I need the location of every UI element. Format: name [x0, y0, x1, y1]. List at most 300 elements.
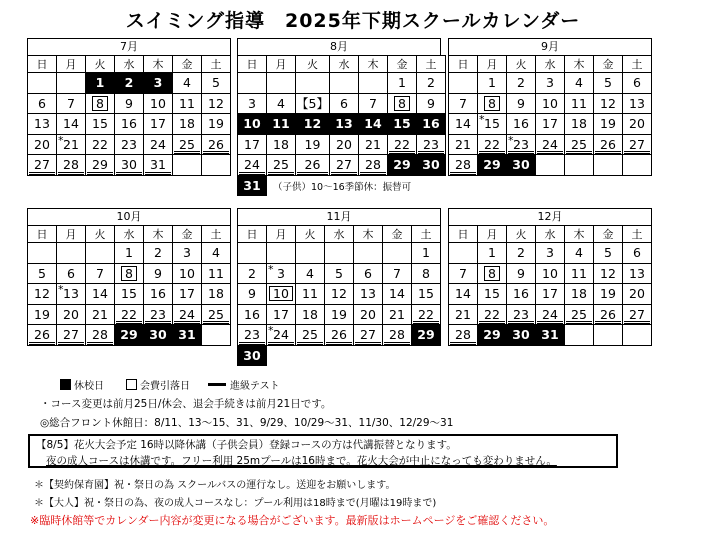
day-cell — [267, 243, 296, 264]
weekday-header: 火 — [86, 226, 115, 243]
day-cell — [387, 93, 416, 114]
day-cell: 25 — [267, 155, 296, 176]
day-cell: 21 — [86, 304, 115, 325]
day-cell — [202, 325, 231, 346]
day-cell: 7 — [449, 93, 478, 114]
day-cell: 20 — [28, 134, 57, 155]
day-cell: 20 — [329, 134, 358, 155]
month-title: 11月 — [237, 208, 441, 225]
day-cell: 22 — [86, 134, 115, 155]
day-cell: 5 — [594, 73, 623, 94]
day-cell: 20 — [57, 304, 86, 325]
month-title: 9月 — [448, 38, 652, 55]
day-cell: 19 — [325, 304, 354, 325]
day-cell: 23 — [507, 304, 536, 325]
day-cell: 15 — [86, 114, 115, 135]
day-cell: 4 — [296, 263, 325, 284]
month-calendar — [237, 38, 446, 196]
month-calendar — [27, 208, 231, 346]
weekday-header: 火 — [296, 56, 330, 73]
day-cell — [565, 155, 594, 176]
day-cell: 18 — [202, 284, 231, 305]
day-cell: 25 — [202, 304, 231, 325]
legend-closed-label: 休校日 — [74, 381, 104, 392]
weekday-header: 水 — [536, 56, 565, 73]
weekday-header: 火 — [507, 56, 536, 73]
day-cell: 9 — [416, 93, 445, 114]
day-cell: 30 — [115, 155, 144, 176]
page-title: スイミング指導 2025年下期スクールカレンダー — [125, 10, 581, 32]
day-cell: 16 — [507, 114, 536, 135]
day-cell: 14 — [449, 114, 478, 135]
weekday-header: 土 — [623, 56, 652, 73]
legend — [60, 377, 280, 392]
day-cell — [296, 243, 325, 264]
day-cell: 26 — [594, 134, 623, 155]
day-cell: 7 — [449, 263, 478, 284]
day-cell: 10 — [536, 263, 565, 284]
weekday-header: 月 — [57, 56, 86, 73]
day-cell: 9 — [144, 263, 173, 284]
month-grid — [27, 225, 231, 346]
day-cell: 28 — [449, 155, 478, 176]
day-cell — [478, 263, 507, 284]
month-title: 10月 — [27, 208, 231, 225]
day-cell: 23 — [115, 134, 144, 155]
day-cell — [238, 73, 267, 94]
weekday-header: 金 — [594, 56, 623, 73]
day-cell: 1 — [478, 73, 507, 94]
day-cell: 20 — [354, 304, 383, 325]
weekday-header: 火 — [86, 56, 115, 73]
weekday-header: 月 — [267, 56, 296, 73]
day-cell: 5 — [594, 243, 623, 264]
day-cell: * 15 — [478, 114, 507, 135]
day-cell — [173, 155, 202, 176]
day-cell: 11 — [173, 93, 202, 114]
day-cell — [565, 325, 594, 346]
day-cell: 29 — [478, 155, 507, 176]
day-cell: 19 — [202, 114, 231, 135]
day-cell: 27 — [28, 155, 57, 176]
weekday-header: 水 — [115, 226, 144, 243]
day-cell: 8 — [412, 263, 441, 284]
month-grid — [237, 55, 446, 196]
day-cell: 27 — [623, 304, 652, 325]
weekday-header: 金 — [173, 226, 202, 243]
day-cell: 28 — [57, 155, 86, 176]
day-cell: 27 — [354, 325, 383, 346]
day-cell: 12 — [325, 284, 354, 305]
day-cell: 29 — [387, 155, 416, 176]
day-cell: 26 — [325, 325, 354, 346]
fee-date-box: 8 — [394, 96, 410, 111]
day-cell: 19 — [296, 134, 330, 155]
day-cell: 3 — [238, 93, 267, 114]
holiday-asterisk-icon: * — [268, 324, 274, 337]
day-cell: 17 — [536, 114, 565, 135]
day-cell: 19 — [594, 284, 623, 305]
weekday-header: 土 — [412, 226, 441, 243]
day-cell: 29 — [115, 325, 144, 346]
day-cell — [57, 73, 86, 94]
day-cell: 6 — [28, 93, 57, 114]
day-cell: 31 — [536, 325, 565, 346]
day-cell: 14 — [57, 114, 86, 135]
day-cell: 30 — [507, 155, 536, 176]
weekday-header: 日 — [238, 56, 267, 73]
day-cell: 18 — [296, 304, 325, 325]
day-cell: 5 — [202, 73, 231, 94]
day-cell: 17 — [144, 114, 173, 135]
day-cell — [267, 284, 296, 305]
day-cell — [594, 155, 623, 176]
day-cell: 23 — [144, 304, 173, 325]
day-cell: 11 — [296, 284, 325, 305]
day-cell: 18 — [565, 284, 594, 305]
weekday-header: 日 — [28, 226, 57, 243]
day-cell — [267, 73, 296, 94]
day-cell: 22 — [115, 304, 144, 325]
weekday-header: 水 — [329, 56, 358, 73]
day-cell: 28 — [449, 325, 478, 346]
day-cell: 9 — [238, 284, 267, 305]
holiday-asterisk-icon: * — [58, 133, 64, 147]
day-cell: 24 — [238, 155, 267, 176]
day-cell: 31 — [238, 175, 267, 196]
day-cell: 4 — [267, 93, 296, 114]
month-grid — [27, 55, 231, 176]
day-cell: 27 — [57, 325, 86, 346]
weekday-header: 金 — [173, 56, 202, 73]
day-cell: 10 — [144, 93, 173, 114]
month-calendar — [448, 38, 652, 176]
day-cell: 12 — [202, 93, 231, 114]
day-cell: * 13 — [57, 284, 86, 305]
day-cell: 【5】 — [296, 93, 330, 114]
day-cell: 20 — [623, 114, 652, 135]
fee-date-box: 8 — [484, 96, 500, 111]
day-cell: 27 — [623, 134, 652, 155]
weekday-header: 月 — [57, 226, 86, 243]
day-cell — [325, 243, 354, 264]
day-cell: 30 — [507, 325, 536, 346]
day-cell: 17 — [267, 304, 296, 325]
weekday-header: 水 — [115, 56, 144, 73]
day-cell: 9 — [507, 263, 536, 284]
day-cell: 11 — [267, 114, 296, 135]
day-cell: 20 — [623, 284, 652, 305]
day-cell: 12 — [594, 263, 623, 284]
day-cell — [115, 263, 144, 284]
day-cell: 21 — [358, 134, 387, 155]
day-cell: 19 — [594, 114, 623, 135]
day-cell: 26 — [202, 134, 231, 155]
month-note: （子供）10～16季節休：振替可 — [273, 181, 412, 193]
holiday-asterisk-icon: * — [508, 133, 514, 147]
day-cell: 26 — [28, 325, 57, 346]
weekday-header: 水 — [325, 226, 354, 243]
day-cell: 18 — [267, 134, 296, 155]
day-cell: 5 — [325, 263, 354, 284]
day-cell: 25 — [565, 134, 594, 155]
day-cell: 3 — [536, 73, 565, 94]
day-cell: 13 — [623, 93, 652, 114]
day-cell: 23 — [416, 134, 445, 155]
day-cell: 17 — [536, 284, 565, 305]
day-cell — [57, 243, 86, 264]
day-cell: 21 — [383, 304, 412, 325]
day-cell: 2 — [507, 73, 536, 94]
day-cell: 15 — [412, 284, 441, 305]
legend-fee-label: 会費引落日 — [140, 381, 190, 392]
day-cell: 6 — [57, 263, 86, 284]
fee-date-box: 8 — [484, 266, 500, 281]
day-cell: 30 — [144, 325, 173, 346]
day-cell: 21 — [449, 304, 478, 325]
day-cell: 12 — [296, 114, 330, 135]
day-cell — [449, 73, 478, 94]
day-cell: 25 — [173, 134, 202, 155]
day-cell: 4 — [173, 73, 202, 94]
day-cell: 1 — [412, 243, 441, 264]
day-cell: 9 — [507, 93, 536, 114]
day-cell: 10 — [173, 263, 202, 284]
day-cell: 15 — [478, 284, 507, 305]
day-cell — [623, 325, 652, 346]
day-cell: 21 — [449, 134, 478, 155]
day-cell: 24 — [144, 134, 173, 155]
day-cell: 4 — [202, 243, 231, 264]
day-cell: 7 — [383, 263, 412, 284]
day-cell: 13 — [28, 114, 57, 135]
day-cell: 15 — [387, 114, 416, 135]
day-cell: 17 — [173, 284, 202, 305]
day-cell: 10 — [238, 114, 267, 135]
day-cell: 31 — [144, 155, 173, 176]
day-cell: 17 — [238, 134, 267, 155]
day-cell: 10 — [536, 93, 565, 114]
weekday-header: 日 — [238, 226, 267, 243]
day-cell: 24 — [536, 304, 565, 325]
day-cell: 22 — [387, 134, 416, 155]
day-cell: 18 — [173, 114, 202, 135]
day-cell: 11 — [565, 263, 594, 284]
day-cell: 25 — [565, 304, 594, 325]
weekday-header: 木 — [565, 226, 594, 243]
day-cell: * 21 — [57, 134, 86, 155]
month-title: 12月 — [448, 208, 652, 225]
day-cell: 16 — [416, 114, 445, 135]
adult-note: ＊【大人】祝・祭日の為、夜の成人コースなし：プール利用は18時まで(月曜は19時まで) — [34, 498, 437, 509]
day-cell: 18 — [565, 114, 594, 135]
day-cell: 28 — [86, 325, 115, 346]
weekday-header: 木 — [565, 56, 594, 73]
day-cell: 26 — [594, 304, 623, 325]
fireworks-notice-box — [28, 434, 618, 468]
day-cell: 3 — [144, 73, 173, 94]
day-cell: 9 — [115, 93, 144, 114]
month-title: 7月 — [27, 38, 231, 55]
weekday-header: 月 — [478, 226, 507, 243]
day-cell — [594, 325, 623, 346]
day-cell: 4 — [565, 243, 594, 264]
day-cell: 22 — [478, 134, 507, 155]
weekday-header: 日 — [28, 56, 57, 73]
day-cell: 30 — [416, 155, 445, 176]
weekday-header: 水 — [536, 226, 565, 243]
fee-date-box: 8 — [92, 96, 108, 111]
weekday-header: 土 — [623, 226, 652, 243]
day-cell — [536, 155, 565, 176]
front-closed-note: ◎総合フロント休館日：8/11、13～15、31、9/29、10/29～31、11/30、12/29～31 — [40, 417, 454, 429]
nursery-note: ＊【契約保育園】祝・祭日の為 スクールバスの運行なし。送迎をお願いします。 — [34, 480, 396, 491]
day-cell: 14 — [358, 114, 387, 135]
day-cell — [86, 243, 115, 264]
weekday-header: 木 — [144, 56, 173, 73]
day-cell: 13 — [329, 114, 358, 135]
day-cell: 27 — [329, 155, 358, 176]
day-cell: 26 — [296, 155, 330, 176]
day-cell — [86, 93, 115, 114]
weekday-header: 金 — [594, 226, 623, 243]
weekday-header: 火 — [296, 226, 325, 243]
day-cell: 24 — [173, 304, 202, 325]
holiday-asterisk-icon: * — [479, 113, 485, 126]
day-cell — [296, 73, 330, 94]
day-cell: 28 — [358, 155, 387, 176]
day-cell: 30 — [238, 345, 267, 366]
weekday-header: 月 — [478, 56, 507, 73]
day-cell — [449, 243, 478, 264]
day-cell: 1 — [478, 243, 507, 264]
day-cell — [238, 243, 267, 264]
day-cell: 16 — [115, 114, 144, 135]
day-cell: 22 — [412, 304, 441, 325]
day-cell: 28 — [383, 325, 412, 346]
day-cell — [329, 73, 358, 94]
day-cell: 2 — [115, 73, 144, 94]
weekday-header: 土 — [202, 56, 231, 73]
day-cell: 16 — [507, 284, 536, 305]
day-cell: 6 — [623, 73, 652, 94]
day-cell: 22 — [478, 304, 507, 325]
day-cell: 2 — [238, 263, 267, 284]
day-cell: 29 — [412, 325, 441, 346]
closed-swatch-icon — [60, 379, 71, 390]
day-cell: 2 — [507, 243, 536, 264]
day-cell — [478, 93, 507, 114]
day-cell: 5 — [28, 263, 57, 284]
test-line-icon — [208, 383, 226, 386]
month-grid — [448, 55, 652, 176]
weekday-header: 火 — [507, 226, 536, 243]
day-cell — [28, 243, 57, 264]
day-cell: 1 — [115, 243, 144, 264]
fee-swatch-icon — [126, 379, 137, 390]
legend-test-label: 進級テスト — [230, 381, 280, 392]
day-cell — [358, 73, 387, 94]
day-cell: * 3 — [267, 263, 296, 284]
day-cell: 2 — [144, 243, 173, 264]
fee-date-box: 8 — [121, 266, 137, 281]
day-cell: 14 — [383, 284, 412, 305]
weekday-header: 金 — [383, 226, 412, 243]
notice-line-2: 夜の成人コースは休講です。フリー利用 25mプールは16時まで。花火大会が中止になっても変わりません。 — [46, 455, 557, 467]
day-cell: 3 — [536, 243, 565, 264]
weekday-header: 土 — [416, 56, 445, 73]
day-cell: 24 — [536, 134, 565, 155]
warning-note: ※臨時休館等でカレンダー内容が変更になる場合がございます。最新版はホームページをご確認ください。 — [30, 514, 555, 527]
month-note — [267, 345, 441, 366]
month-calendar — [27, 38, 231, 176]
day-cell: 6 — [623, 243, 652, 264]
weekday-header: 日 — [449, 56, 478, 73]
month-calendar — [237, 208, 441, 366]
weekday-header: 木 — [358, 56, 387, 73]
day-cell: 3 — [173, 243, 202, 264]
day-cell — [28, 73, 57, 94]
day-cell: 7 — [86, 263, 115, 284]
day-cell: 7 — [358, 93, 387, 114]
month-grid — [448, 225, 652, 346]
weekday-header: 土 — [202, 226, 231, 243]
day-cell: 16 — [238, 304, 267, 325]
day-cell: 29 — [86, 155, 115, 176]
day-cell: 16 — [144, 284, 173, 305]
day-cell: 31 — [173, 325, 202, 346]
holiday-asterisk-icon: * — [268, 262, 274, 276]
weekday-header: 日 — [449, 226, 478, 243]
day-cell: 1 — [86, 73, 115, 94]
day-cell: 12 — [594, 93, 623, 114]
month-grid — [237, 225, 441, 366]
day-cell: 6 — [329, 93, 358, 114]
day-cell: 6 — [354, 263, 383, 284]
day-cell: 1 — [387, 73, 416, 94]
day-cell: 23 — [238, 325, 267, 346]
day-cell: 11 — [565, 93, 594, 114]
day-cell: * 23 — [507, 134, 536, 155]
day-cell: 19 — [28, 304, 57, 325]
holiday-asterisk-icon: * — [58, 283, 64, 296]
day-cell: * 24 — [267, 325, 296, 346]
day-cell: 2 — [416, 73, 445, 94]
weekday-header: 金 — [387, 56, 416, 73]
day-cell: 4 — [565, 73, 594, 94]
day-cell: 12 — [28, 284, 57, 305]
day-cell: 7 — [57, 93, 86, 114]
month-calendar — [448, 208, 652, 346]
weekday-header: 月 — [267, 226, 296, 243]
day-cell: 25 — [296, 325, 325, 346]
day-cell: 14 — [86, 284, 115, 305]
day-cell — [623, 155, 652, 176]
day-cell: 29 — [478, 325, 507, 346]
month-title: 8月 — [237, 38, 441, 55]
day-cell — [354, 243, 383, 264]
day-cell — [202, 155, 231, 176]
weekday-header: 木 — [144, 226, 173, 243]
day-cell: 14 — [449, 284, 478, 305]
course-change-note: ・コース変更は前月25日/休会、退会手続きは前月21日です。 — [40, 398, 332, 410]
day-cell: 13 — [354, 284, 383, 305]
fee-date-box: 10 — [269, 286, 293, 301]
weekday-header: 木 — [354, 226, 383, 243]
day-cell — [383, 243, 412, 264]
day-cell: 13 — [623, 263, 652, 284]
notice-line-1: 【8/5】花火大会予定 16時以降休講（子供会員）登録コースの方は代講振替となります。 — [36, 439, 457, 451]
